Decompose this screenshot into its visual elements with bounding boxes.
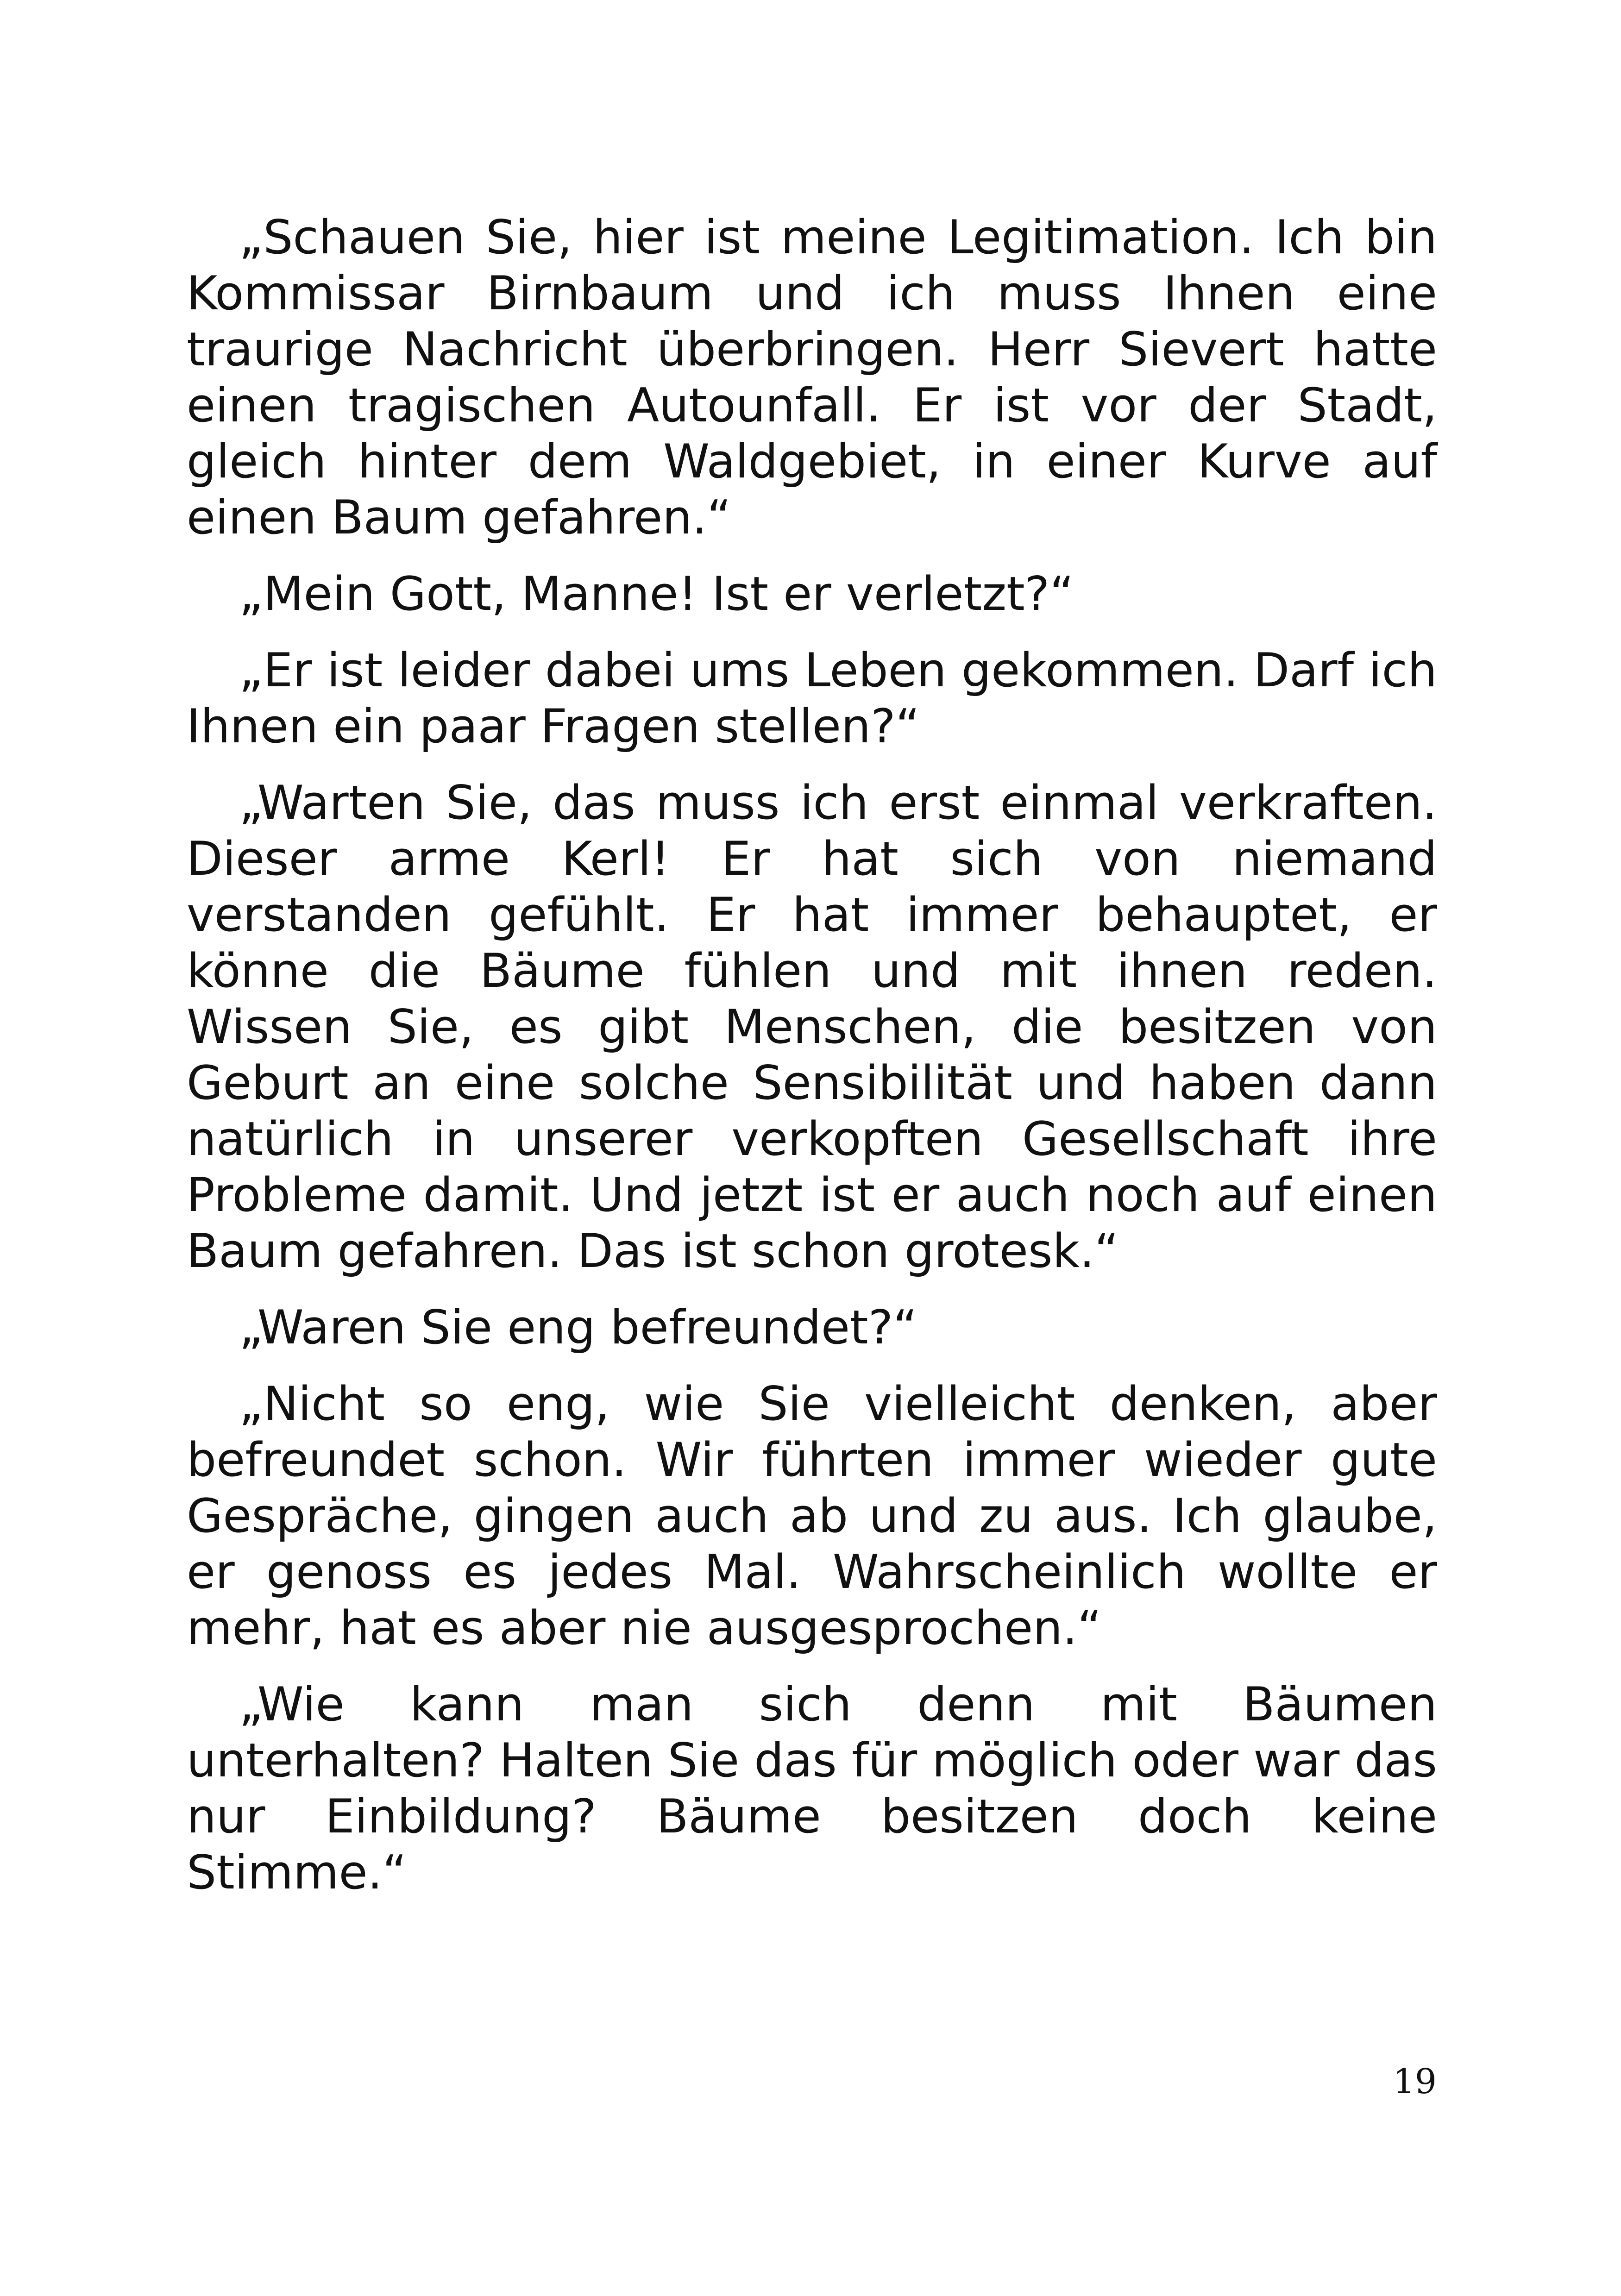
body-text bbox=[187, 209, 1437, 1901]
page-number: 19 bbox=[1393, 2062, 1437, 2102]
paragraph-1: „Schauen Sie, hier ist meine Legitimation. Ich bin Kommissar Birnbaum und ich muss Ihnen eine traurige Nachricht überbringen. Herr Sievert hatte einen tragischen Autounfall. Er ist vor der Stadt, gleich hinter dem Waldgebiet, in einer Kurve auf einen Baum gefahren.“ bbox=[187, 210, 1437, 545]
paragraph-2: „Mein Gott, Manne! Ist er verletzt?“ bbox=[239, 566, 1074, 621]
paragraph-3: „Er ist leider dabei ums Leben gekommen. Darf ich Ihnen ein paar Fragen stellen?“ bbox=[187, 643, 1437, 753]
paragraph-4: „Warten Sie, das muss ich erst einmal verkraften. Dieser arme Kerl! Er hat sich von niemand verstanden gefühlt. Er hat immer behauptet, er könne die Bäume fühlen und mit ihnen reden. Wissen Sie, es gibt Menschen, die besitzen von Geburt an eine solche Sensibilität und haben dann natürlich in unserer verkopften Gesellschaft ihre Probleme damit. Und jetzt ist er auch noch auf einen Baum gefahren. Das ist schon grotesk.“ bbox=[187, 775, 1437, 1278]
paragraph-5: „Waren Sie eng befreundet?“ bbox=[239, 1300, 917, 1355]
paragraph-7: „Wie kann man sich denn mit Bäumen unterhalten? Halten Sie das für möglich oder war das nur Einbildung? Bäume besitzen doch keine Stimme.“ bbox=[187, 1677, 1437, 1900]
paragraph-6: „Nicht so eng, wie Sie vielleicht denken, aber befreundet schon. Wir führten immer wieder gute Gespräche, gingen auch ab und zu aus. Ich glaube, er genoss es jedes Mal. Wahrscheinlich wollte er mehr, hat es aber nie ausgesprochen.“ bbox=[187, 1376, 1437, 1655]
